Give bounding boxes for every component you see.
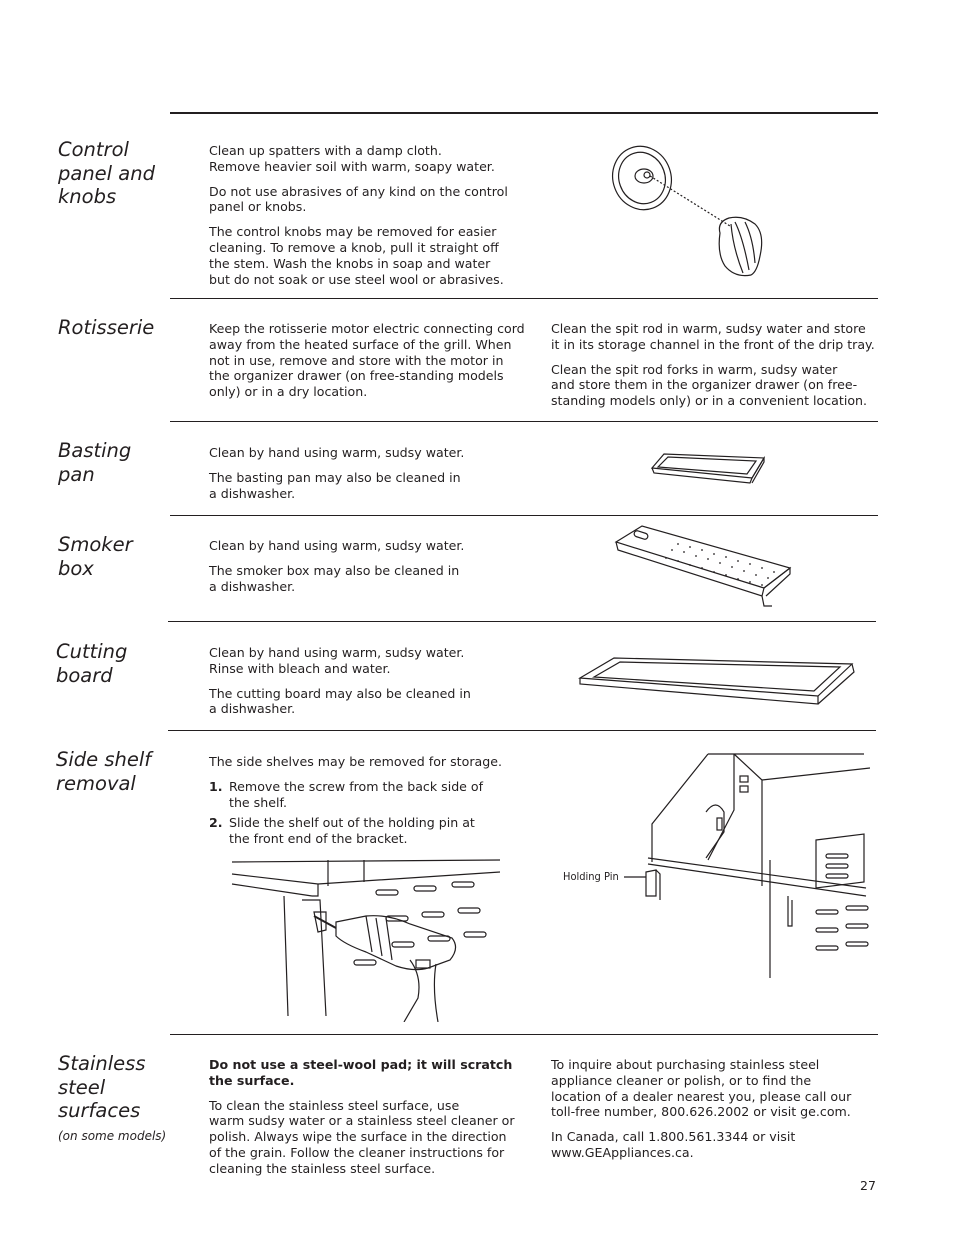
steps-list (209, 779, 529, 847)
step-text: Remove the screw from the back side of the shelf. (229, 778, 484, 810)
heading-smoker-box: Smoker box (58, 533, 133, 580)
divider-side-shelf (168, 730, 876, 731)
divider-basting-pan (170, 421, 878, 422)
smoker-box-text (209, 538, 539, 603)
step-item (209, 779, 529, 811)
warning-text: Do not use a steel-wool pad; it will scratch the surface. (209, 1057, 513, 1088)
paragraph: Do not use abrasives of any kind on the control panel or knobs. (209, 183, 508, 215)
shelf-vent-slots (354, 882, 486, 965)
side-handle (706, 805, 724, 858)
paragraph: Clean by hand using warm, sudsy water. (209, 538, 465, 553)
heading-stainless: Stainless steel surfaces (58, 1052, 146, 1122)
holding-pin (646, 870, 656, 896)
paragraph: To inquire about purchasing stainless steel appliance cleaner or polish, or to find the location of a dealer nearest you, please call our toll-free number, 800.626.2002 or visit ge.com. (551, 1057, 852, 1120)
divider-stainless (170, 1034, 878, 1035)
heading-rotisserie: Rotisserie (58, 316, 155, 339)
drill-illustration (226, 856, 506, 1022)
stainless-text-right (551, 1057, 881, 1170)
step-number: 1. (209, 778, 223, 794)
holding-pin-label: Holding Pin (563, 870, 619, 883)
heading-stainless-note: (on some models) (58, 1129, 167, 1143)
paragraph: To clean the stainless steel surface, use warm sudsy water or a stainless steel cleaner or polish. Always wipe the surface in the direction of the grain. Follow the cleaner instructions for cleaning the stainless steel surface. (209, 1097, 515, 1176)
heading-cutting-board: Cutting board (56, 640, 128, 687)
paragraph: Clean by hand using warm, sudsy water. (209, 445, 465, 460)
step-number: 2. (209, 815, 223, 831)
smoker-box-holes (665, 543, 775, 586)
knob-bezel (605, 138, 680, 218)
smoker-box-illustration (612, 522, 794, 610)
paragraph: The smoker box may also be cleaned in a dishwasher. (209, 562, 460, 594)
paragraph: Keep the rotisserie motor electric connecting cord away from the heated surface of the grill. When not in use, remove and store with the motor in the organizer drawer (on free-standing models only) or in a dry location. (209, 321, 525, 400)
heading-side-shelf: Side shelf removal (56, 748, 152, 795)
knob-stem (644, 172, 650, 178)
rotisserie-text-right (551, 321, 881, 418)
drill-body (314, 916, 456, 1022)
knob-illustration (605, 138, 785, 283)
control-panel-text (209, 143, 539, 296)
step-text: Slide the shelf out of the holding pin at the front end of the bracket. (229, 815, 475, 847)
paragraph: The control knobs may be removed for easier cleaning. To remove a knob, pull it straight off the stem. Wash the knobs in soap and water but do not soak or use steel wool or abrasives. (209, 224, 504, 287)
top-divider (170, 112, 878, 114)
stainless-text-left (209, 1057, 539, 1186)
divider-rotisserie (170, 298, 878, 299)
paragraph: In Canada, call 1.800.561.3344 or visit www.GEAppliances.ca. (551, 1129, 796, 1160)
paragraph: Clean the spit rod in warm, sudsy water and store it in its storage channel in the front of the drip tray. (551, 321, 875, 352)
step-item (209, 815, 529, 847)
basting-pan-text (209, 445, 539, 510)
cutting-board-illustration (574, 652, 860, 710)
paragraph: The basting pan may also be cleaned in a dishwasher. (209, 469, 461, 501)
divider-cutting-board (168, 621, 876, 622)
cutting-board-text (209, 645, 539, 726)
paragraph: Clean the spit rod forks in warm, sudsy water and store them in the organizer drawer (on free- standing models only) or in a convenient location. (551, 361, 868, 409)
heading-control-panel: Control panel and knobs (58, 138, 155, 208)
page-number: 27 (860, 1178, 876, 1193)
paragraph: The cutting board may also be cleaned in a dishwasher. (209, 685, 471, 717)
divider-smoker-box (170, 515, 878, 516)
grill-side-illustration (612, 750, 870, 982)
paragraph: Clean by hand using warm, sudsy water. Rinse with bleach and water. (209, 645, 465, 676)
basting-pan-illustration (648, 448, 768, 486)
heading-basting-pan: Basting pan (58, 439, 132, 486)
paragraph: Clean up spatters with a damp cloth. Remove heavier soil with warm, soapy water. (209, 143, 495, 174)
paragraph: The side shelves may be removed for storage. (209, 754, 502, 769)
side-shelf-text (209, 754, 529, 852)
rotisserie-text-left (209, 321, 539, 409)
